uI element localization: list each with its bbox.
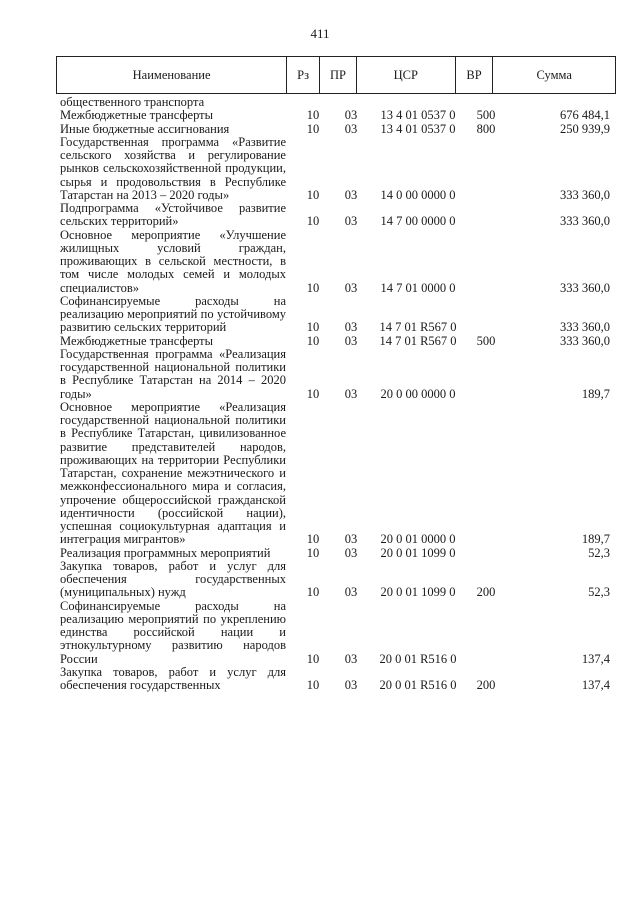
row-csr: 14 7 01 R567 0 — [379, 320, 457, 335]
row-name: Софинансируемые расходы на реализацию мероприятий по устойчивому развитию сельских территорий — [60, 293, 286, 335]
table-row — [60, 560, 610, 600]
row-sum: 137,4 — [581, 678, 610, 692]
row-rz: 10 — [306, 585, 320, 600]
table-header — [56, 56, 616, 94]
row-csr: 20 0 01 R516 0 — [379, 678, 457, 692]
row-name: Реализация программных мероприятий — [60, 545, 271, 560]
row-rz: 10 — [306, 108, 320, 123]
row-sum: 333 360,0 — [560, 187, 610, 202]
table-row — [60, 666, 610, 693]
row-rz: 10 — [306, 678, 320, 692]
row-sum: 676 484,1 — [560, 108, 610, 123]
column-header-vr: ВР — [456, 57, 494, 93]
table-row — [60, 109, 610, 122]
row-pr: 03 — [344, 320, 358, 335]
row-csr: 14 7 01 0000 0 — [380, 280, 456, 295]
row-sum: 189,7 — [581, 386, 610, 401]
row-pr: 03 — [344, 108, 358, 123]
row-sum: 52,3 — [588, 545, 610, 560]
row-name: Закупка товаров, работ и услуг для обеспечения государственных (муниципальных) нужд — [60, 558, 286, 600]
column-header-sum: Сумма — [536, 67, 572, 82]
row-rz: 10 — [306, 187, 320, 202]
row-sum: 189,7 — [581, 532, 610, 547]
table-row — [60, 600, 610, 666]
row-sum: 333 360,0 — [560, 320, 610, 335]
row-pr: 03 — [344, 121, 358, 136]
row-vr: 800 — [476, 121, 496, 136]
column-header-pr: ПР — [320, 57, 357, 93]
row-name: Межбюджетные трансферты — [60, 108, 214, 123]
row-csr: 14 0 00 0000 0 — [380, 187, 456, 202]
row-name: общественного транспорта — [60, 95, 205, 109]
row-vr: 200 — [476, 678, 496, 692]
row-name: Закупка товаров, работ и услуг для обеспечения государственных — [60, 664, 286, 692]
row-rz: 10 — [306, 545, 320, 560]
row-name: Софинансируемые расходы на реализацию мероприятий по укреплению единства российской нации и этнокультурному развитию народов России — [60, 598, 286, 666]
row-csr: 14 7 00 0000 0 — [380, 214, 456, 229]
table-row — [60, 348, 610, 401]
row-vr: 500 — [476, 333, 496, 348]
row-csr: 20 0 00 0000 0 — [380, 386, 456, 401]
table-row — [60, 96, 610, 109]
row-pr: 03 — [344, 187, 358, 202]
page-number: 411 — [310, 26, 330, 41]
row-name: Основное мероприятие «Реализация государственной национальной политики в Республике Татарстан, цивилизованное развитие представителей народов, проживающих на территории Республики Татарстан, сохранение межэтнического и межконфессионального мира и согласия, упрочение общероссийской гражданской идентичности (российской нации), успешная социокультурная адаптация и интеграция мигрантов» — [60, 399, 286, 547]
table-row — [60, 295, 610, 335]
row-sum: 333 360,0 — [560, 333, 610, 348]
row-csr: 13 4 01 0537 0 — [380, 121, 456, 136]
row-rz: 10 — [306, 280, 320, 295]
table-row — [60, 202, 610, 229]
row-rz: 10 — [306, 333, 320, 348]
column-header-name: Наименование — [57, 57, 287, 93]
row-sum: 137,4 — [581, 651, 610, 666]
table-row — [60, 136, 610, 202]
row-sum: 333 360,0 — [560, 280, 610, 295]
row-pr: 03 — [344, 333, 358, 348]
row-vr: 200 — [476, 585, 496, 600]
row-pr: 03 — [344, 678, 358, 692]
column-header-rz: Рз — [287, 57, 320, 93]
row-sum: 52,3 — [588, 585, 610, 600]
row-name: Иные бюджетные ассигнования — [60, 121, 230, 136]
row-rz: 10 — [306, 121, 320, 136]
row-sum: 333 360,0 — [560, 214, 610, 229]
row-csr: 20 0 01 1099 0 — [380, 545, 456, 560]
row-rz: 10 — [306, 651, 320, 666]
row-pr: 03 — [344, 651, 358, 666]
row-csr: 20 0 01 0000 0 — [380, 532, 456, 547]
row-pr: 03 — [344, 545, 358, 560]
row-pr: 03 — [344, 214, 358, 229]
row-vr: 500 — [476, 108, 496, 123]
row-sum: 250 939,9 — [560, 121, 610, 136]
row-name: Государственная программа «Развитие сельского хозяйства и регулирование рынков сельскохозяйственной продукции, сырья и продовольствия в Республике Татарстан на 2013 – 2020 годы» — [60, 134, 286, 202]
row-name: Межбюджетные трансферты — [60, 333, 214, 348]
row-name: Основное мероприятие «Улучшение жилищных условий граждан, проживающих в сельской местности, в том числе молодых семей и молодых специалистов» — [60, 227, 286, 295]
table-row — [60, 335, 610, 348]
row-rz: 10 — [306, 532, 320, 547]
row-name: Государственная программа «Реализация государственной национальной политики в Республике Татарстан на 2014 – 2020 годы» — [60, 346, 286, 401]
row-csr: 20 0 01 R516 0 — [379, 651, 457, 666]
table-body — [60, 96, 610, 692]
table-row — [60, 123, 610, 136]
row-pr: 03 — [344, 280, 358, 295]
row-csr: 14 7 01 R567 0 — [379, 333, 457, 348]
row-name: Подпрограмма «Устойчивое развитие сельских территорий» — [60, 201, 286, 229]
column-header-csr: ЦСР — [357, 57, 456, 93]
row-pr: 03 — [344, 585, 358, 600]
row-rz: 10 — [306, 214, 320, 229]
row-rz: 10 — [306, 320, 320, 335]
row-csr: 20 0 01 1099 0 — [380, 585, 456, 600]
row-csr: 13 4 01 0537 0 — [380, 108, 456, 123]
table-row — [60, 401, 610, 547]
row-pr: 03 — [344, 532, 358, 547]
table-row — [60, 547, 610, 560]
row-rz: 10 — [306, 386, 320, 401]
row-pr: 03 — [344, 386, 358, 401]
table-row — [60, 229, 610, 295]
